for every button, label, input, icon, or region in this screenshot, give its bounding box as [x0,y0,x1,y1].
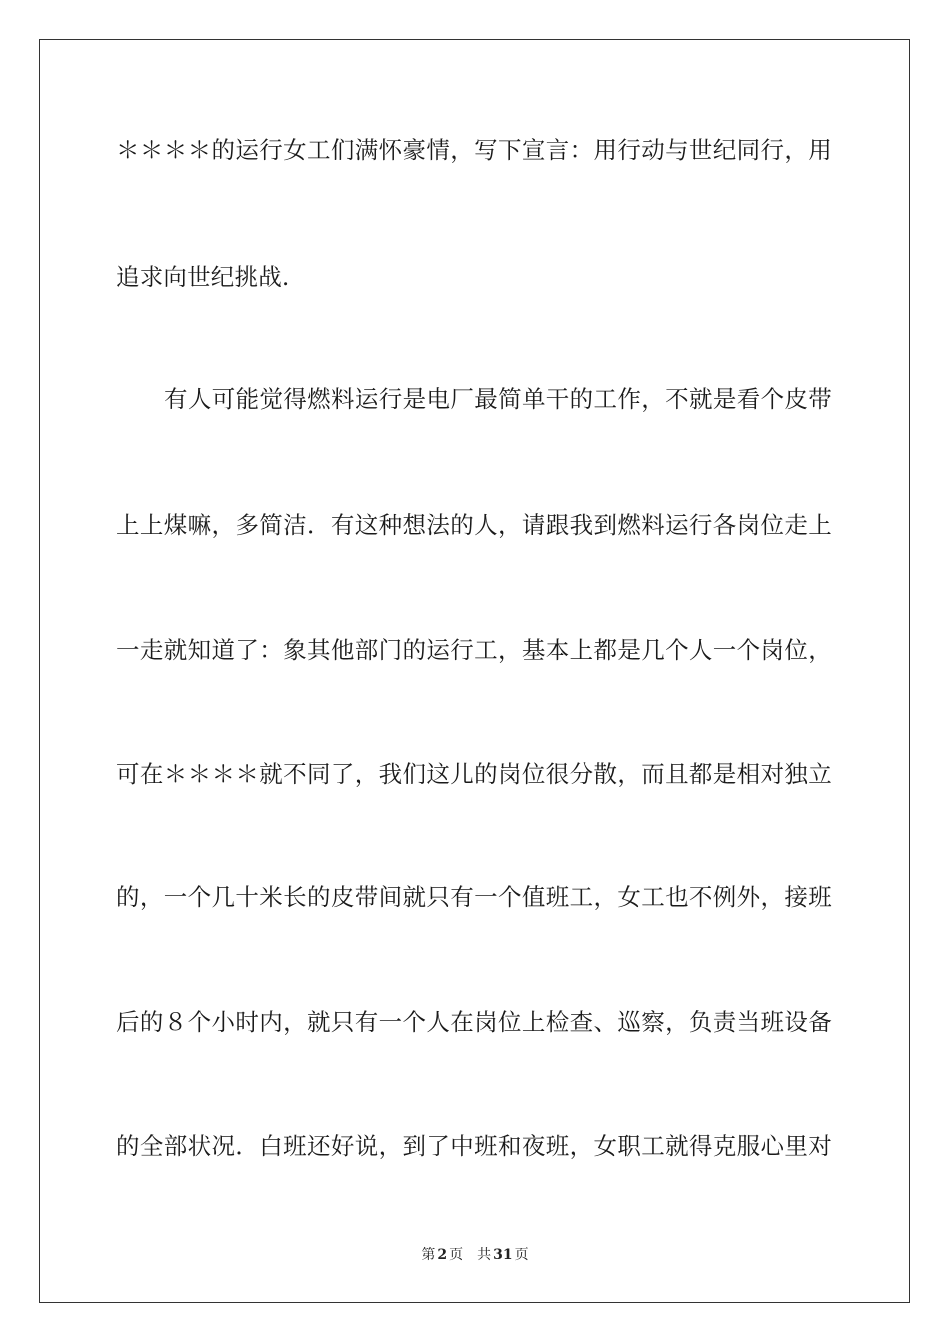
body-line-3: 有人可能觉得燃料运行是电厂最简单干的工作，不就是看个皮带 [164,385,832,413]
page-border [39,39,910,1303]
body-line-7: 的，一个几十米长的皮带间就只有一个值班工，女工也不例外，接班 [116,883,832,911]
page-footer [0,1246,950,1264]
body-line-4: 上上煤嘛，多简洁．有这种想法的人，请跟我到燃料运行各岗位走上 [116,511,832,539]
body-line-8: 后的８个小时内，就只有一个人在岗位上检查、巡察，负责当班设备 [116,1008,832,1036]
body-line-6: 可在＊＊＊＊就不同了，我们这儿的岗位很分散，而且都是相对独立 [116,760,832,788]
total-pages: 31 [493,1247,513,1263]
total-unit: 页 [514,1247,529,1263]
body-line-5: 一走就知道了：象其他部门的运行工，基本上都是几个人一个岗位， [116,636,832,664]
body-line-2: 追求向世纪挑战. [116,263,290,291]
total-prefix: 共 [477,1247,492,1263]
page-current: 2 [437,1247,448,1263]
body-line-9: 的全部状况．白班还好说，到了中班和夜班，女职工就得克服心里对 [116,1132,832,1160]
body-line-1: ＊＊＊＊的运行女工们满怀豪情，写下宣言：用行动与世纪同行，用 [116,136,832,164]
page-unit: 页 [449,1247,464,1263]
page-prefix: 第 [421,1247,436,1263]
